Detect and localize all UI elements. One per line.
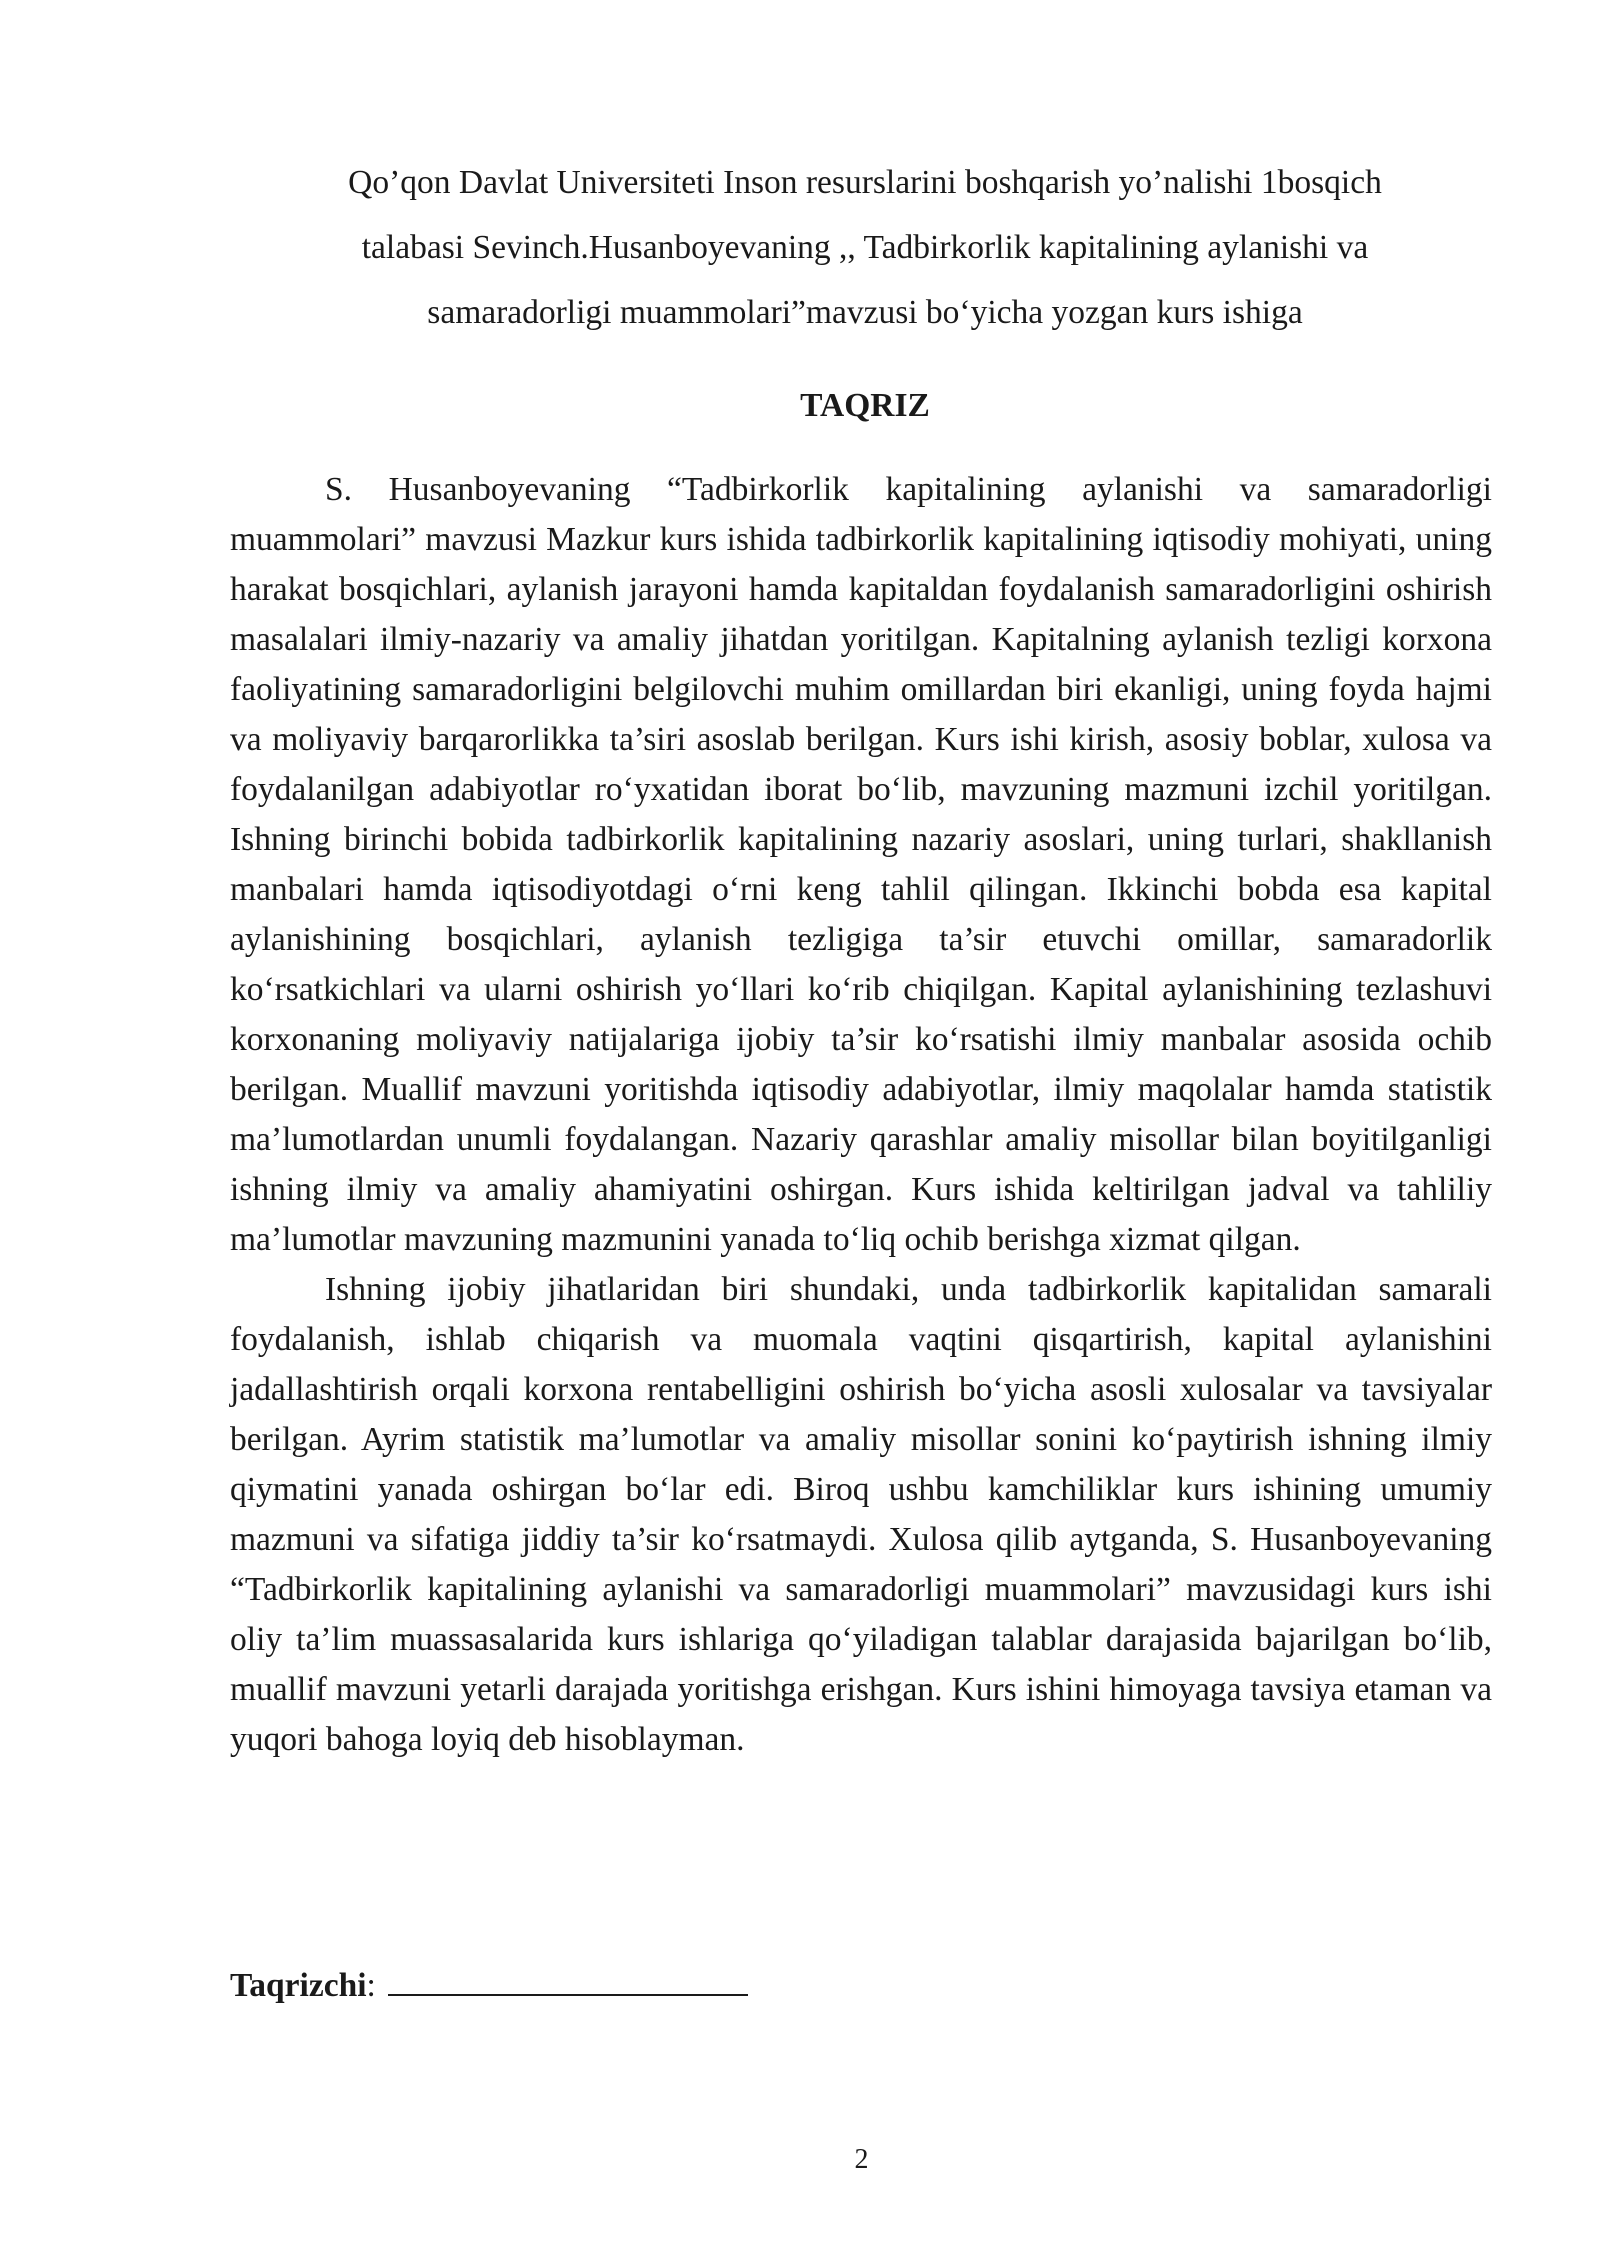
page-number: 2 (854, 2144, 869, 2175)
document-body (230, 465, 1492, 1765)
reviewer-label: Taqrizchi (230, 1967, 367, 2004)
header-line-1: Qo’qon Davlat Universiteti Inson resurslarini boshqarish yo’nalishi 1bosqich (348, 164, 1382, 201)
body-paragraph-1: S. Husanboyevaning “Tadbirkorlik kapitalining aylanishi va samaradorligi muammolari” mavzusi Mazkur kurs ishida tadbirkorlik kapitalining iqtisodiy mohiyati, uning harakat bosqichlari, aylanish jarayoni hamda kapitaldan foydalanish samaradorligini oshirish masalalari ilmiy-nazariy va amaliy jihatdan yoritilgan. Kapitalning aylanish tezligi korxona faoliyatining samaradorligini belgilovchi muhim omillardan biri ekanligi, uning foyda hajmi va moliyaviy barqarorlikka ta’siri asoslab berilgan. Kurs ishi kirish, asosiy boblar, xulosa va foydalanilgan adabiyotlar ro‘yxatidan iborat bo‘lib, mavzuning mazmuni izchil yoritilgan. Ishning birinchi bobida tadbirkorlik kapitalining nazariy asoslari, uning turlari, shakllanish manbalari hamda iqtisodiyotdagi o‘rni keng tahlil qilingan. Ikkinchi bobda esa kapital aylanishining bosqichlari, aylanish tezligiga ta’sir etuvchi omillar, samaradorlik ko‘rsatkichlari va ularni oshirish yo‘llari ko‘rib chiqilgan. Kapital aylanishining tezlashuvi korxonaning moliyaviy natijalariga ijobiy ta’sir ko‘rsatishi ilmiy manbalar asosida ochib berilgan. Muallif mavzuni yoritishda iqtisodiy adabiyotlar, ilmiy maqolalar hamda statistik ma’lumotlardan unumli foydalangan. Nazariy qarashlar amaliy misollar bilan boyitilganligi ishning ilmiy va amaliy ahamiyatini oshirgan. Kurs ishida keltirilgan jadval va tahliliy ma’lumotlar mavzuning mazmunini yanada to‘liq ochib berishga xizmat qilgan. (230, 471, 1492, 1258)
header-line-2: talabasi Sevinch.Husanboyevaning ,, Tadbirkorlik kapitalining aylanishi va (361, 229, 1369, 266)
reviewer-signature-block (230, 1960, 748, 2011)
document-header (230, 150, 1500, 345)
document-title: TAQRIZ (800, 387, 930, 424)
reviewer-separator: : (366, 1967, 385, 2004)
header-line-3: samaradorligi muammolari”mavzusi bo‘yicha yozgan kurs ishiga (427, 294, 1303, 331)
body-paragraph-2: Ishning ijobiy jihatlaridan biri shundaki, unda tadbirkorlik kapitalidan samarali foydalanish, ishlab chiqarish va muomala vaqtini qisqartirish, kapital aylanishini jadallashtirish orqali korxona rentabelligini oshirish bo‘yicha asosli xulosalar va tavsiyalar berilgan. Ayrim statistik ma’lumotlar va amaliy misollar sonini ko‘paytirish ishning ilmiy qiymatini yanada oshirgan bo‘lar edi. Biroq ushbu kamchiliklar kurs ishining umumiy mazmuni va sifatiga jiddiy ta’sir ko‘rsatmaydi. Xulosa qilib aytganda, S. Husanboyevaning “Tadbirkorlik kapitalining aylanishi va samaradorligi muammolari” mavzusidagi kurs ishi oliy ta’lim muassasalarida kurs ishlariga qo‘yiladigan talablar darajasida bajarilgan bo‘lib, muallif mavzuni yetarli darajada yoritishga erishgan. Kurs ishini himoyaga tavsiya etaman va yuqori bahoga loyiq deb hisoblayman. (230, 1271, 1492, 1758)
signature-line (388, 1960, 748, 1996)
